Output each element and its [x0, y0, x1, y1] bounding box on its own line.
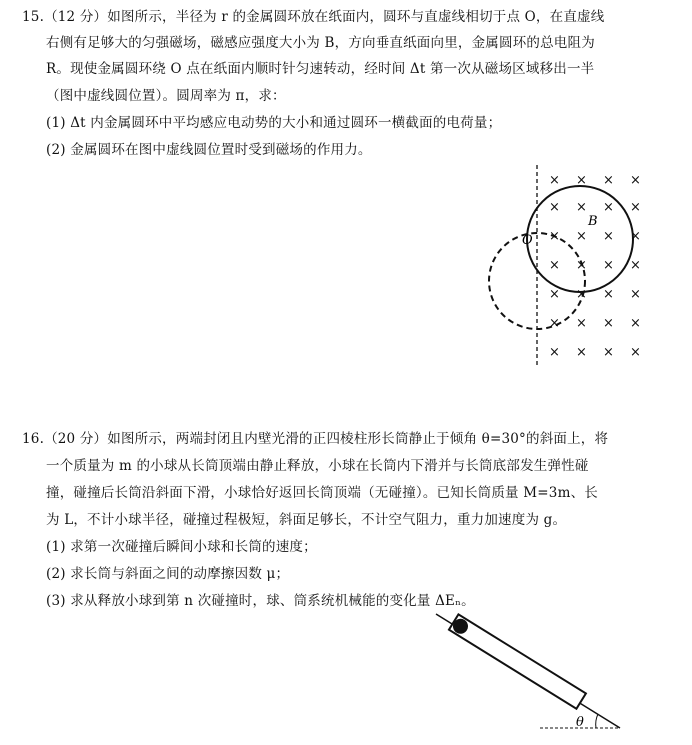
field-x-mark: ×: [576, 200, 587, 215]
q16-line-7: (3) 求从释放小球到第 n 次碰撞时，球、筒系统机械能的变化量 ΔEₙ。: [46, 593, 475, 609]
field-x-mark: ×: [549, 200, 560, 215]
field-x-mark: ×: [630, 173, 641, 188]
field-x-mark: ×: [549, 173, 560, 188]
field-x-mark: ×: [630, 258, 641, 273]
q15-line-6: (2) 金属圆环在图中虚线圆位置时受到磁场的作用力。: [46, 142, 372, 158]
field-x-mark: ×: [576, 258, 587, 273]
field-x-mark: ×: [603, 229, 614, 244]
field-x-mark: ×: [549, 287, 560, 302]
label-theta: θ: [576, 715, 584, 730]
field-x-mark: ×: [549, 345, 560, 360]
q16-line-4: 为 L，不计小球半径，碰撞过程极短，斜面足够长，不计空气阻力，重力加速度为 g。: [46, 512, 567, 528]
field-x-mark: ×: [576, 345, 587, 360]
field-x-mark: ×: [576, 316, 587, 331]
q16-line-5: (1) 求第一次碰撞后瞬间小球和长筒的速度；: [46, 539, 317, 555]
field-x-mark: ×: [603, 287, 614, 302]
angle-arc: [596, 714, 598, 728]
field-x-mark: ×: [630, 345, 641, 360]
field-x-mark: ×: [576, 229, 587, 244]
q15-figure: [480, 160, 660, 370]
q15-line-3: R。现使金属圆环绕 O 点在纸面内顺时针匀速转动，经时间 Δt 第一次从磁场区域移出一半: [46, 61, 595, 77]
field-x-mark: ×: [603, 316, 614, 331]
q16-line-3: 撞，碰撞后长筒沿斜面下滑，小球恰好返回长筒顶端（无碰撞）。已知长筒质量 M=3m、长: [46, 485, 598, 501]
label-B: B: [588, 214, 598, 229]
long-tube: [449, 614, 586, 708]
q15-line-5: (1) Δt 内金属圆环中平均感应电动势的大小和通过圆环一横截面的电荷量；: [46, 115, 502, 131]
field-x-mark: ×: [576, 287, 587, 302]
field-x-mark: ×: [576, 173, 587, 188]
field-x-mark: ×: [630, 229, 641, 244]
field-x-mark: ×: [549, 316, 560, 331]
field-x-mark: ×: [630, 200, 641, 215]
field-x-mark: ×: [630, 316, 641, 331]
field-x-mark: ×: [549, 258, 560, 273]
field-x-mark: ×: [549, 229, 560, 244]
q16-line-6: (2) 求长筒与斜面之间的动摩擦因数 μ；: [46, 566, 290, 582]
field-x-mark: ×: [603, 258, 614, 273]
q15-line-1: 15.（12 分）如图所示，半径为 r 的金属圆环放在纸面内，圆环与直虚线相切于点 O，在直虚线: [22, 9, 605, 25]
q16-line-1: 16.（20 分）如图所示，两端封闭且内壁光滑的正四棱柱形长筒静止于倾角 θ=30°的斜面上，将: [22, 431, 609, 447]
q16-line-2: 一个质量为 m 的小球从长筒顶端由静止释放，小球在长筒内下滑并与长筒底部发生弹性碰: [46, 458, 589, 474]
q15-line-4: （图中虚线圆位置）。圆周率为 π，求：: [46, 88, 286, 104]
field-x-mark: ×: [630, 287, 641, 302]
label-O: O: [522, 233, 533, 248]
field-x-mark: ×: [603, 200, 614, 215]
q15-line-2: 右侧有足够大的匀强磁场，磁感应强度大小为 B，方向垂直纸面向里，金属圆环的总电阻为: [46, 35, 595, 51]
magnetic-field-marks: [549, 173, 641, 360]
field-x-mark: ×: [603, 173, 614, 188]
q16-figure: [430, 610, 630, 740]
field-x-mark: ×: [603, 345, 614, 360]
